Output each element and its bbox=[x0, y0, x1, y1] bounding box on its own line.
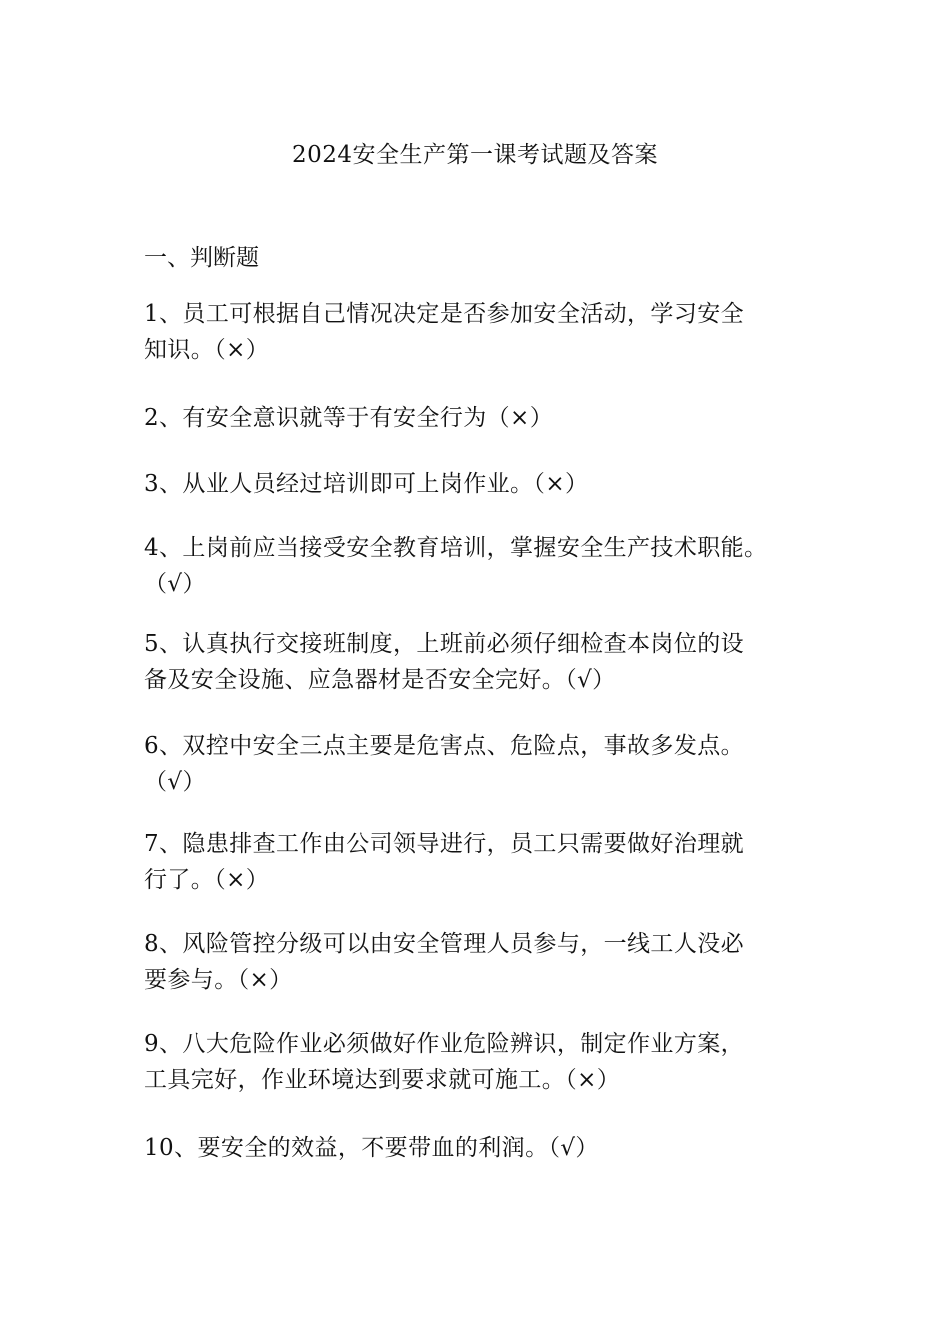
question-6-line-1: 6、双控中安全三点主要是危害点、危险点，事故多发点。 bbox=[144, 733, 745, 759]
question-10-line-1: 10、要安全的效益，不要带血的利润。（√） bbox=[144, 1135, 599, 1161]
question-4 bbox=[144, 530, 834, 602]
question-7-line-2: 行了。（×） bbox=[144, 867, 270, 893]
question-3 bbox=[144, 466, 834, 502]
question-4-line-1: 4、上岗前应当接受安全教育培训，掌握安全生产技术职能。 bbox=[144, 535, 768, 561]
question-1 bbox=[144, 296, 834, 368]
question-6 bbox=[144, 728, 834, 800]
document-title: 2024安全生产第一课考试题及答案 bbox=[291, 142, 659, 168]
question-9-line-1: 9、八大危险作业必须做好作业危险辨识，制定作业方案， bbox=[144, 1031, 745, 1057]
question-8-line-1: 8、风险管控分级可以由安全管理人员参与，一线工人没必 bbox=[144, 931, 745, 957]
section-heading: 一、判断题 bbox=[144, 245, 259, 271]
question-2 bbox=[144, 400, 834, 436]
question-8-line-2: 要参与。（×） bbox=[144, 967, 293, 993]
question-5-line-1: 5、认真执行交接班制度，上班前必须仔细检查本岗位的设 bbox=[144, 631, 745, 657]
question-9-line-2: 工具完好，作业环境达到要求就可施工。（×） bbox=[144, 1067, 621, 1093]
question-1-line-1: 1、员工可根据自己情况决定是否参加安全活动，学习安全 bbox=[144, 301, 745, 327]
question-4-line-2: （√） bbox=[144, 571, 206, 597]
question-1-line-2: 知识。（×） bbox=[144, 337, 270, 363]
question-7-line-1: 7、隐患排查工作由公司领导进行，员工只需要做好治理就 bbox=[144, 831, 745, 857]
question-9 bbox=[144, 1026, 834, 1098]
question-3-line-1: 3、从业人员经过培训即可上岗作业。（×） bbox=[144, 471, 589, 497]
question-2-line-1: 2、有安全意识就等于有安全行为（×） bbox=[144, 405, 554, 431]
question-5-line-2: 备及安全设施、应急器材是否安全完好。（√） bbox=[144, 667, 616, 693]
question-5 bbox=[144, 626, 834, 698]
question-6-line-2: （√） bbox=[144, 769, 206, 795]
question-10 bbox=[144, 1130, 834, 1166]
question-7 bbox=[144, 826, 834, 898]
question-8 bbox=[144, 926, 834, 998]
